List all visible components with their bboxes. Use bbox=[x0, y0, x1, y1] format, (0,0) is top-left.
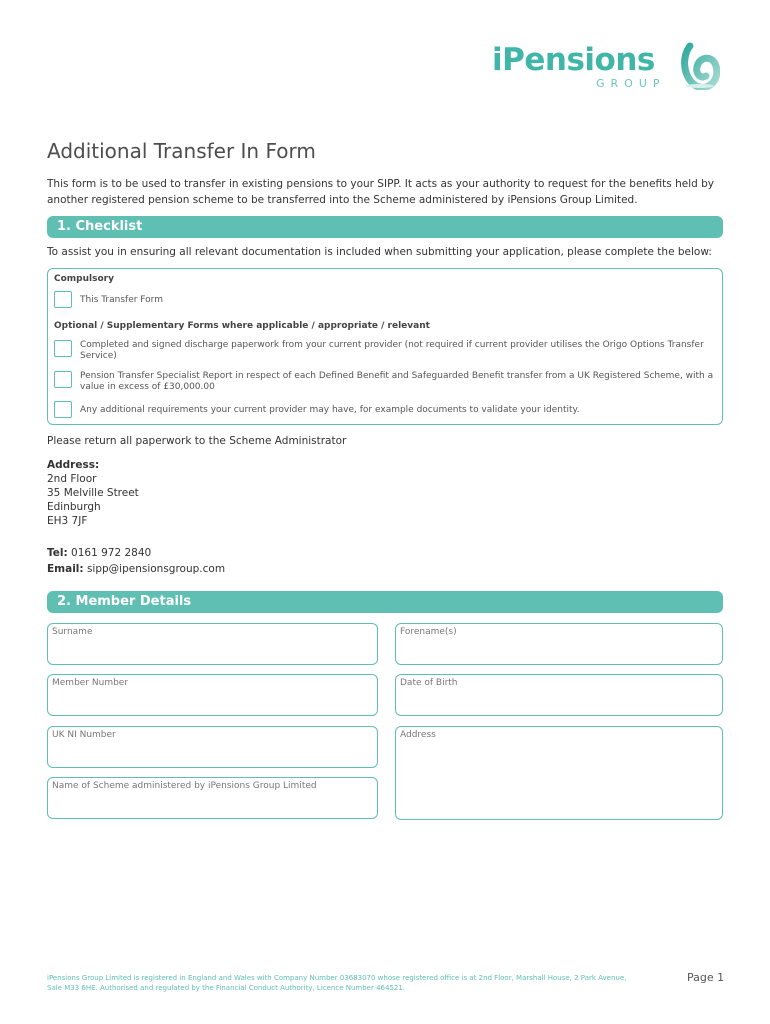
address-label: Address: bbox=[47, 459, 100, 471]
surname-label: Surname bbox=[52, 627, 93, 637]
tel-number: 0161 972 2840 bbox=[71, 547, 152, 559]
logo-subtitle: GROUP bbox=[596, 77, 666, 90]
checklist-item-specialist-report bbox=[54, 371, 718, 395]
checklist-item-additional-requirements bbox=[54, 401, 718, 419]
page-number: Page 1 bbox=[687, 971, 725, 984]
scheme-name-field[interactable] bbox=[47, 777, 378, 819]
address-field-label: Address bbox=[400, 730, 436, 740]
intro-paragraph: This form is to be used to transfer in existing pensions to your SIPP. It acts as your authority to request for the benefits held by another registered pension scheme to be transferred into the Scheme administered by iPensions Group Limited. bbox=[47, 178, 715, 206]
forenames-field[interactable] bbox=[395, 623, 723, 665]
checkbox-transfer-form[interactable] bbox=[54, 291, 72, 308]
checklist-box bbox=[47, 268, 723, 425]
tel-label: Tel: bbox=[47, 547, 68, 559]
date-of-birth-label: Date of Birth bbox=[400, 678, 458, 688]
optional-heading: Optional / Supplementary Forms where applicable / appropriate / relevant bbox=[54, 321, 430, 331]
checklist-item-transfer-form bbox=[54, 291, 718, 309]
address-line: Edinburgh bbox=[47, 501, 101, 513]
address-line: 2nd Floor bbox=[47, 473, 97, 485]
email-link[interactable]: sipp@ipensionsgroup.com bbox=[86, 563, 226, 575]
member-number-field[interactable] bbox=[47, 674, 378, 716]
contact-details bbox=[47, 545, 225, 577]
ni-number-field[interactable] bbox=[47, 726, 378, 768]
page-title: Additional Transfer In Form bbox=[47, 139, 316, 163]
legal-footer: iPensions Group Limited is registered in England and Wales with Company Number 03683070 whose registered office is at 2nd Floor, Marshall House, 2 Park Avenue, Sale M33 6HE. Authorised and regulated by the Financial Conduct Authority, Licence Number 464521. bbox=[47, 974, 627, 992]
member-details-section-header: 2. Member Details bbox=[47, 591, 723, 613]
return-instruction: Please return all paperwork to the Scheme Administrator bbox=[47, 435, 347, 447]
checklist-instruction: To assist you in ensuring all relevant documentation is included when submitting your application, please complete the below: bbox=[47, 246, 712, 258]
scheme-address bbox=[47, 458, 139, 528]
checklist-item-discharge-paperwork bbox=[54, 340, 718, 364]
surname-field[interactable] bbox=[47, 623, 378, 665]
company-logo bbox=[492, 42, 724, 94]
compulsory-heading: Compulsory bbox=[54, 274, 114, 284]
checkbox-discharge-paperwork[interactable] bbox=[54, 340, 72, 357]
date-of-birth-field[interactable] bbox=[395, 674, 723, 716]
checkbox-specialist-report[interactable] bbox=[54, 371, 72, 388]
ni-number-label: UK NI Number bbox=[52, 730, 116, 740]
checklist-item-label: Pension Transfer Specialist Report in respect of each Defined Benefit and Safeguarded Benefit transfer from a UK Registered Scheme, with a value in excess of £30,000.00 bbox=[80, 371, 714, 392]
address-field[interactable] bbox=[395, 726, 723, 820]
checklist-section-header: 1. Checklist bbox=[47, 216, 723, 238]
checklist-item-label: Any additional requirements your current provider may have, for example documents to validate your identity. bbox=[80, 405, 580, 415]
checklist-item-label: This Transfer Form bbox=[80, 295, 163, 305]
checkbox-additional-requirements[interactable] bbox=[54, 401, 72, 418]
address-line: EH3 7JF bbox=[47, 515, 88, 527]
logo-swirl-icon bbox=[680, 42, 720, 90]
checklist-item-label: Completed and signed discharge paperwork from your current provider (not required if current provider utilises the Origo Options Transfer Service) bbox=[80, 340, 704, 361]
email-label: Email: bbox=[47, 563, 84, 575]
scheme-name-label: Name of Scheme administered by iPensions Group Limited bbox=[52, 781, 317, 791]
address-line: 35 Melville Street bbox=[47, 487, 139, 499]
forenames-label: Forename(s) bbox=[400, 627, 457, 637]
member-number-label: Member Number bbox=[52, 678, 129, 688]
logo-wordmark: iPensions bbox=[492, 42, 655, 78]
